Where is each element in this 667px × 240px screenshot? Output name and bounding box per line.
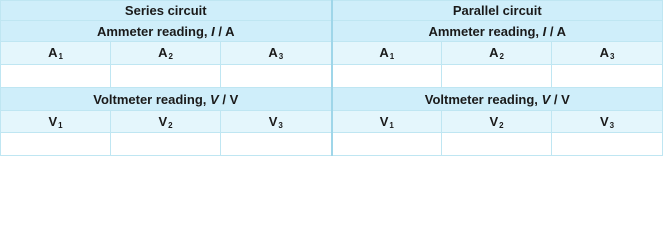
title-row: [1, 1, 663, 21]
symbol-base: V: [599, 113, 609, 129]
symbol-base: A: [489, 45, 499, 60]
voltmeter-heading-row: [1, 88, 663, 111]
symbol-base: V: [158, 113, 168, 129]
parallel-ammeter-heading: [332, 21, 663, 42]
parallel-ammeter-a3-header: [552, 42, 663, 65]
series-circuit-heading: [1, 1, 332, 21]
ammeter-heading-row: [1, 21, 663, 42]
parallel-ammeter-variable: I: [542, 23, 547, 39]
symbol-subscript: 1: [389, 52, 395, 61]
symbol-subscript: 3: [278, 120, 283, 130]
parallel-v1-value-cell: [332, 133, 442, 156]
parallel-v2-value-cell: [442, 133, 552, 156]
symbol-subscript: 2: [499, 52, 504, 61]
series-voltmeter-heading: [1, 88, 332, 111]
parallel-ammeter-a2-header: [442, 42, 552, 65]
series-title-text: Series circuit: [124, 3, 207, 18]
symbol-subscript: 2: [168, 120, 173, 130]
ammeter-value-row: [1, 65, 663, 88]
parallel-a1-value-cell: [332, 65, 442, 88]
series-ammeter-heading: [1, 21, 332, 42]
symbol-base: V: [489, 113, 499, 129]
symbol-subscript: 2: [499, 120, 504, 130]
parallel-ammeter-a1-header: [332, 42, 442, 65]
series-ammeter-a1-header: [1, 42, 111, 65]
parallel-a2-value-cell: [442, 65, 552, 88]
symbol-subscript: 3: [609, 52, 615, 61]
symbol-base: A: [599, 45, 609, 60]
symbol-base: A: [48, 45, 58, 60]
symbol-base: V: [268, 113, 278, 129]
symbol-base: A: [268, 45, 278, 60]
voltmeter-value-row: [1, 133, 663, 156]
parallel-title-text: Parallel circuit: [452, 3, 542, 18]
series-v2-value-cell: [111, 133, 221, 156]
series-ammeter-a2-header: [111, 42, 221, 65]
symbol-subscript: 3: [278, 52, 284, 61]
symbol-subscript: 3: [609, 120, 615, 130]
parallel-voltmeter-unit: / V: [553, 91, 570, 107]
symbol-base: A: [379, 45, 389, 60]
symbol-base: A: [158, 45, 168, 60]
series-voltmeter-label: Voltmeter reading,: [93, 91, 207, 107]
series-a2-value-cell: [111, 65, 221, 88]
parallel-voltmeter-v2-header: [442, 111, 552, 133]
series-ammeter-variable: I: [211, 23, 215, 39]
parallel-voltmeter-v1-header: [332, 111, 442, 133]
symbol-subscript: 2: [168, 52, 173, 61]
series-ammeter-label: Ammeter reading,: [96, 23, 208, 39]
parallel-v3-value-cell: [552, 133, 663, 156]
series-voltmeter-v2-header: [111, 111, 221, 133]
ammeter-symbol-row: [1, 42, 663, 65]
symbol-subscript: 1: [389, 120, 394, 130]
series-voltmeter-unit: / V: [222, 91, 239, 107]
series-a3-value-cell: [221, 65, 332, 88]
parallel-ammeter-unit: / A: [549, 23, 567, 39]
symbol-subscript: 1: [58, 120, 63, 130]
symbol-base: V: [379, 113, 389, 129]
parallel-voltmeter-variable: V: [541, 91, 551, 107]
series-ammeter-a3-header: [221, 42, 332, 65]
voltmeter-symbol-row: [1, 111, 663, 133]
symbol-subscript: 1: [58, 52, 63, 61]
parallel-circuit-heading: [332, 1, 663, 21]
series-v3-value-cell: [221, 133, 332, 156]
series-voltmeter-v3-header: [221, 111, 332, 133]
parallel-a3-value-cell: [552, 65, 663, 88]
parallel-voltmeter-v3-header: [552, 111, 663, 133]
series-ammeter-unit: / A: [218, 23, 235, 39]
series-a1-value-cell: [1, 65, 111, 88]
parallel-ammeter-label: Ammeter reading,: [428, 23, 540, 39]
symbol-base: V: [48, 113, 58, 129]
parallel-voltmeter-label: Voltmeter reading,: [424, 91, 538, 107]
parallel-voltmeter-heading: [332, 88, 663, 111]
series-voltmeter-variable: V: [210, 91, 219, 107]
series-v1-value-cell: [1, 133, 111, 156]
series-voltmeter-v1-header: [1, 111, 111, 133]
